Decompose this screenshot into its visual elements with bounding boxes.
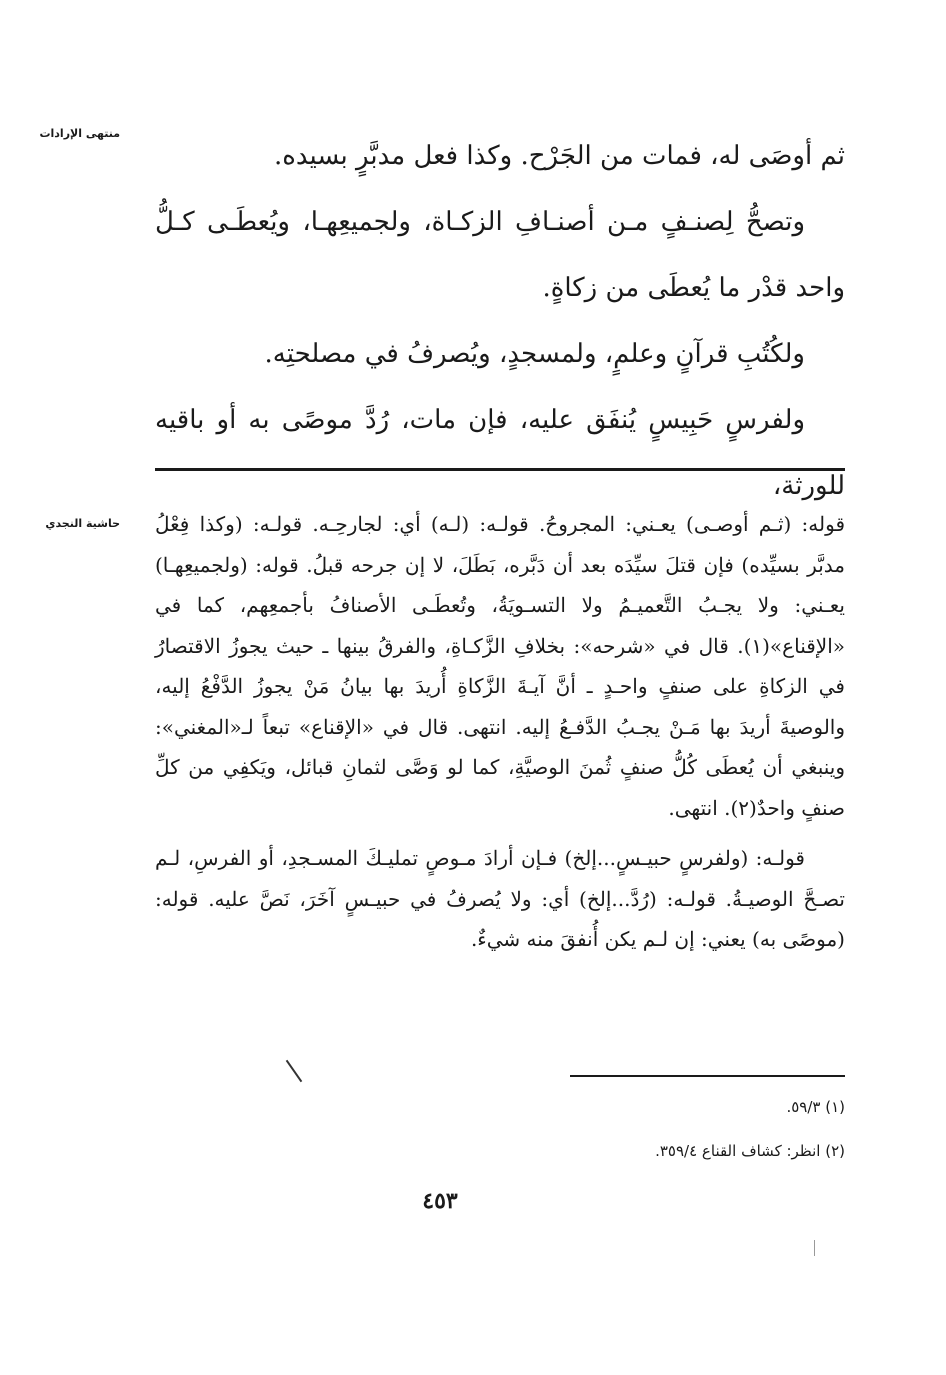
commentary-paragraph: قوله: (ثـم أوصـى) يعـني: المجروحُ. قولـه: (لـه) أي: لجارحِـه. قولـه: (وكذا فِعْلُ مدبَّر بسيِّده) فإن قتلَ سيِّدَه بعد أن دَبَّره، بَطَلَ، لا إن جرحه قبلُ. قوله: (ولجميعِهـا) يعـني: ولا يجـبُ التَّعميـمُ ولا التسـويَةُ، وتُعطَـى الأصنافُ بأجمعِهم، كما في «الإقناع»(١). قال في «شرحه»: بخلافِ الزَّكـاةِ، والفرقُ بينها ـ حيث يجوزُ الاقتصارُ في الزكاةِ على صنفٍ واحـدٍ ـ أنَّ آيـةَ الزَّكاةِ أُريدَ بها بيانُ مَنْ يجوزُ الدَّفْعُ إليه، والوصيةَ أريدَ بها مَـنْ يجـبُ الدَّفـعُ إليه. انتهى. قال في «الإقناع» تبعاً لـ«المغني»: وينبغي أن يُعطَى كُلُّ صنفٍ ثُمنَ الوصيَّةِ، كما لو وَصَّى لثمانِ قبائل، ويَكفِي من كلِّ صنفٍ واحدٌ(٢). انتهى. [155,512,845,820]
main-text-line: ثم أوصَى له، فمات من الجَرْح. وكذا فعل مدبَّرٍ بسيده. [273,141,845,171]
commentary-block [155,504,845,960]
section-divider [155,468,845,471]
sidebar-label-commentary: حاشية النجدي [45,517,120,530]
footnotes-block [155,1085,845,1173]
footnote-item: (٢) انظر: كشاف القناع ٣٥٩/٤. [655,1142,845,1160]
footnote-item: (١) ٥٩/٣. [786,1098,845,1116]
main-text-block [155,123,845,519]
footnote-divider [570,1075,845,1077]
commentary-paragraph: قولـه: (ولفرسٍ حبيـسٍ...إلخ) فـإن أرادَ مـوصٍ تمليـكَ المسـجدِ، أو الفرسِ، لـم تصـحَّ الوصيـةُ. قولـه: (رُدَّ...إلخ) أي: ولا يُصرفُ في حبيـسٍ آخَرَ، نَصَّ عليه. قوله: (موصًى به) يعني: إن لـم يكن أُنفقَ منه شيءٌ. [155,846,845,951]
stray-scan-mark [814,1240,815,1256]
page-number: ٤٥٣ [422,1188,458,1214]
main-text-line: ولكُتُبِ قرآنٍ وعلمٍ، ولمسجدٍ، ويُصرفُ في مصلحتِه. [264,339,805,369]
main-text-line: ولفرسٍ حَبِيسٍ يُنفَق عليه، فإن مات، رُدَّ موصًى به أو باقيه للورثة، [155,405,845,501]
sidebar-label-main-text: منتهى الإرادات [39,127,120,140]
main-text-line: وتصحُّ لِصنـفٍ مـن أصنـافِ الزكـاة، ولجميعِهـا، ويُعطَـى كـلُّ واحد قدْر ما يُعطَى من زكاةٍ. [155,207,845,303]
stray-pen-mark [286,1060,303,1082]
